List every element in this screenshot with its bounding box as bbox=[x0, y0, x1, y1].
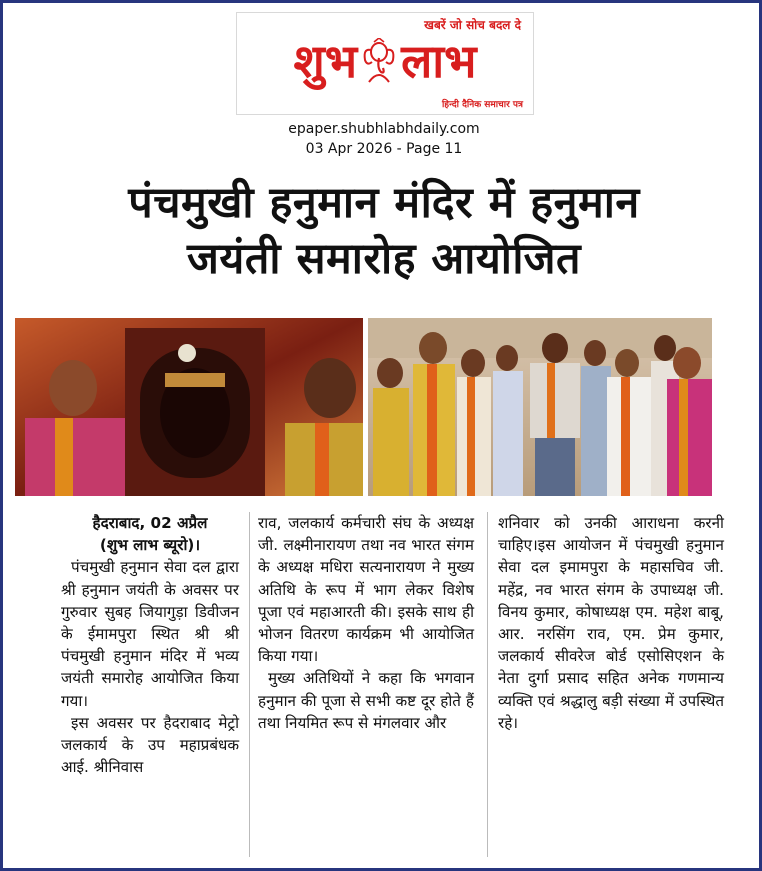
article-column-1 bbox=[61, 512, 239, 778]
article-paragraph: राव, जलकार्य कर्मचारी संघ के अध्यक्ष जी. लक्ष्मीनारायण तथा नव भारत संगम के अध्यक्ष मधिरा सत्यनारायण ने मुख्य अतिथि के रूप में भाग लेकर विशेष पूजा एवं महाआरती की। इसके साथ ही भोजन वितरण कार्यक्रम भी आयोजित किया गया। bbox=[258, 514, 474, 666]
source-date-page: 03 Apr 2026 - Page 11 bbox=[305, 141, 463, 157]
masthead-subtagline: हिन्दी दैनिक समाचार पत्र bbox=[441, 100, 523, 110]
newspaper-logo bbox=[237, 27, 533, 95]
logo-word-left: शुभ bbox=[293, 34, 358, 88]
newspaper-masthead bbox=[236, 12, 534, 115]
event-photo bbox=[15, 318, 712, 496]
article-paragraph: इस अवसर पर हैदराबाद मेट्रो जलकार्य के उप महाप्रबंधक आई. श्रीनिवास bbox=[61, 713, 239, 777]
article-paragraph: पंचमुखी हनुमान सेवा दल द्वारा श्री हनुमान जयंती के अवसर पर गुरुवार सुबह जियागुड़ा डिवीजन के ईमामपुरा स्थित श्री श्री पंचमुखी हनुमान मंदिर में भव्य जयंती समारोह आयोजित किया गया। bbox=[61, 558, 239, 710]
article-paragraph: मुख्य अतिथियों ने कहा कि भगवान हनुमान की पूजा से सभी कष्ट दूर होते हैं तथा नियमित रूप से मंगलवार और bbox=[258, 669, 474, 732]
masthead-tagline: खबरें जो सोच बदल दे bbox=[424, 18, 521, 32]
ganesha-icon bbox=[361, 38, 397, 84]
article-dateline: हैदराबाद, 02 अप्रैल bbox=[92, 514, 208, 532]
headline-line-2: जयंती समारोह आयोजित bbox=[187, 234, 581, 284]
event-photo-illustration bbox=[15, 318, 712, 496]
article-column-3 bbox=[498, 512, 724, 734]
source-url: epaper.shubhlabhdaily.com bbox=[288, 121, 480, 137]
headline-line-1: पंचमुखी हनुमान मंदिर में हनुमान bbox=[128, 178, 640, 228]
article-byline: (शुभ लाभ ब्यूरो)। bbox=[99, 536, 201, 555]
logo-word-right: लाभ bbox=[401, 34, 477, 88]
article-column-2 bbox=[258, 512, 474, 734]
article-paragraph: शनिवार को उनकी आराधना करनी चाहिए।इस आयोजन में पंचमुखी हनुमान सेवा दल इमामपुरा के महासचिव जी. महेंद्र, नव भारत संगम के उपाध्यक्ष जी. विनय कुमार, कोषाध्यक्ष एम. महेश बाबू, आर. नरसिंग राव, एम. प्रेम कुमार, जलकार्य सीवरेज बोर्ड एसोसिएशन के नेता दुर्गा प्रसाद सहित अनेक गणमान्य व्यक्ति एवं श्रद्धालु बड़ी संख्या में उपस्थित रहे। bbox=[498, 514, 724, 732]
column-divider bbox=[249, 512, 250, 857]
column-divider bbox=[487, 512, 488, 857]
article-headline bbox=[13, 175, 755, 287]
